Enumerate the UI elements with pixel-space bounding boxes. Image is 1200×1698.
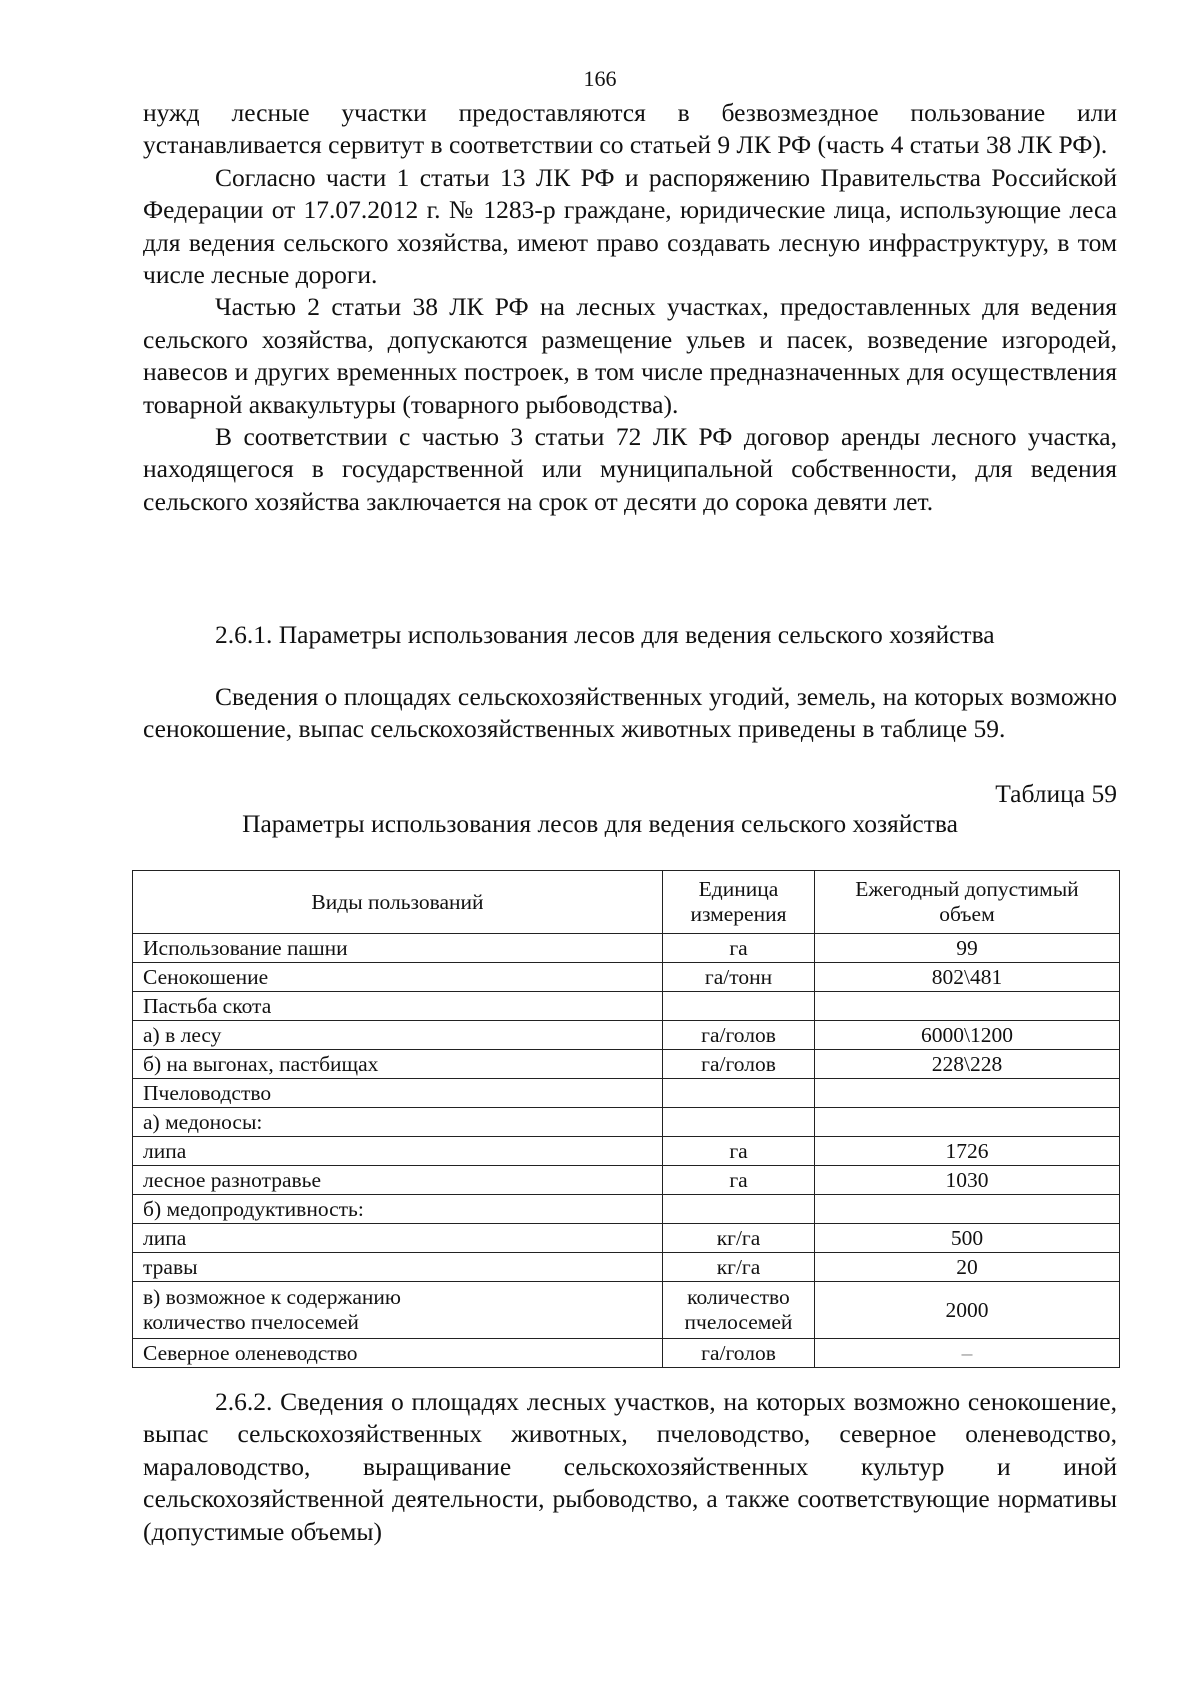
row-value [815,1079,1120,1108]
row-name: а) медоносы: [133,1108,663,1137]
row-value [815,1195,1120,1224]
row-name: в) возможное к содержанию количество пчелосемей [133,1282,663,1339]
table-row [133,963,1120,992]
row-unit [663,1108,815,1137]
row-name: травы [133,1253,663,1282]
row-unit: кг/га [663,1224,815,1253]
row-name: липа [133,1137,663,1166]
section-2-6-2-text [143,1386,1117,1548]
table-row [133,1021,1120,1050]
table-row-bee-colonies [133,1282,1120,1339]
table-header-row [133,871,1120,934]
row-name: Северное оленеводство [133,1339,663,1368]
row-unit: га/голов [663,1021,815,1050]
section-2-6-1-text [143,681,1117,746]
row-unit: кг/га [663,1253,815,1282]
row-unit: га [663,1137,815,1166]
row-unit [663,992,815,1021]
table-caption: Параметры использования лесов для ведения сельского хозяйства [242,809,958,838]
row-unit: га/тонн [663,963,815,992]
row-name: Сенокошение [133,963,663,992]
table-row [133,1195,1120,1224]
usage-parameters-table [132,870,1120,1368]
row-unit [663,1195,815,1224]
row-name: а) в лесу [133,1021,663,1050]
row-value: 1030 [815,1166,1120,1195]
intro-paragraph-4: В соответствии с частью 3 статьи 72 ЛК РФ договор аренды лесного участка, находящегося в государственной или муниципальной собственности, для ведения сельского хозяйства заключается на срок от десяти до сорока девяти лет. [143,422,1117,516]
header-unit: Единица измерения [663,871,815,934]
row-value: 99 [815,934,1120,963]
row-unit [663,1079,815,1108]
section-2-6-1-heading: 2.6.1. Параметры использования лесов для ведения сельского хозяйства [215,620,995,649]
table-row [133,1137,1120,1166]
row-name: Пастьба скота [133,992,663,1021]
intro-paragraph-2: Согласно части 1 статьи 13 ЛК РФ и распоряжению Правительства Российской Федерации от 17.07.2012 г. № 1283-р граждане, юридические лица, использующие леса для ведения сельского хозяйства, имеют право создавать лесную инфраструктуру, в том числе лесные дороги. [143,162,1117,290]
row-unit: га/голов [663,1050,815,1079]
table-row [133,1079,1120,1108]
row-name: липа [133,1224,663,1253]
table-row [133,1050,1120,1079]
table-row [133,992,1120,1021]
row-value: 6000\1200 [815,1021,1120,1050]
row-unit: га [663,1166,815,1195]
row-value: 2000 [815,1282,1120,1339]
header-usage: Виды пользований [133,871,663,934]
row-value [815,992,1120,1021]
row-value: 500 [815,1224,1120,1253]
row-value: 20 [815,1253,1120,1282]
table-row [133,1253,1120,1282]
row-value: 1726 [815,1137,1120,1166]
intro-text [143,97,1117,518]
row-value [815,1108,1120,1137]
table-row [133,1224,1120,1253]
row-name: б) медопродуктивность: [133,1195,663,1224]
row-name: Пчеловодство [133,1079,663,1108]
row-value: – [815,1339,1120,1368]
page-number: 166 [583,66,617,91]
section-2-6-2-paragraph: 2.6.2. Сведения о площадях лесных участков, на которых возможно сенокошение, выпас сельскохозяйственных животных, пчеловодство, северное оленеводство, мараловодство, выращивание сельскохозяйственных культур и иной сельскохозяйственной деятельности, рыбоводство, а также соответствующие нормативы (допустимые объемы) [143,1387,1117,1546]
row-name: лесное разнотравье [133,1166,663,1195]
header-volume: Ежегодный допустимый объем [815,871,1120,934]
table-row [133,934,1120,963]
intro-paragraph-3: Частью 2 статьи 38 ЛК РФ на лесных участках, предоставленных для ведения сельского хозяйства, допускаются размещение ульев и пасек, возведение изгородей, навесов и других временных построек, в том числе предназначенных для осуществления товарной аквакультуры (товарного рыбоводства). [143,292,1117,419]
row-value: 228\228 [815,1050,1120,1079]
section-2-6-1-paragraph: Сведения о площадях сельскохозяйственных угодий, земель, на которых возможно сенокошение, выпас сельскохозяйственных животных приведены в таблице 59. [143,682,1117,744]
row-unit: га/голов [663,1339,815,1368]
row-unit: га [663,934,815,963]
table-row [133,1108,1120,1137]
table-row-reindeer [133,1339,1120,1368]
row-name: б) на выгонах, пастбищах [133,1050,663,1079]
table-row [133,1166,1120,1195]
table-label: Таблица 59 [995,779,1117,808]
row-unit: количество пчелосемей [663,1282,815,1339]
row-value: 802\481 [815,963,1120,992]
row-name: Использование пашни [133,934,663,963]
intro-paragraph-1: нужд лесные участки предоставляются в безвозмездное пользование или устанавливается сервитут в соответствии со статьей 9 ЛК РФ (часть 4 статьи 38 ЛК РФ). [143,98,1117,160]
